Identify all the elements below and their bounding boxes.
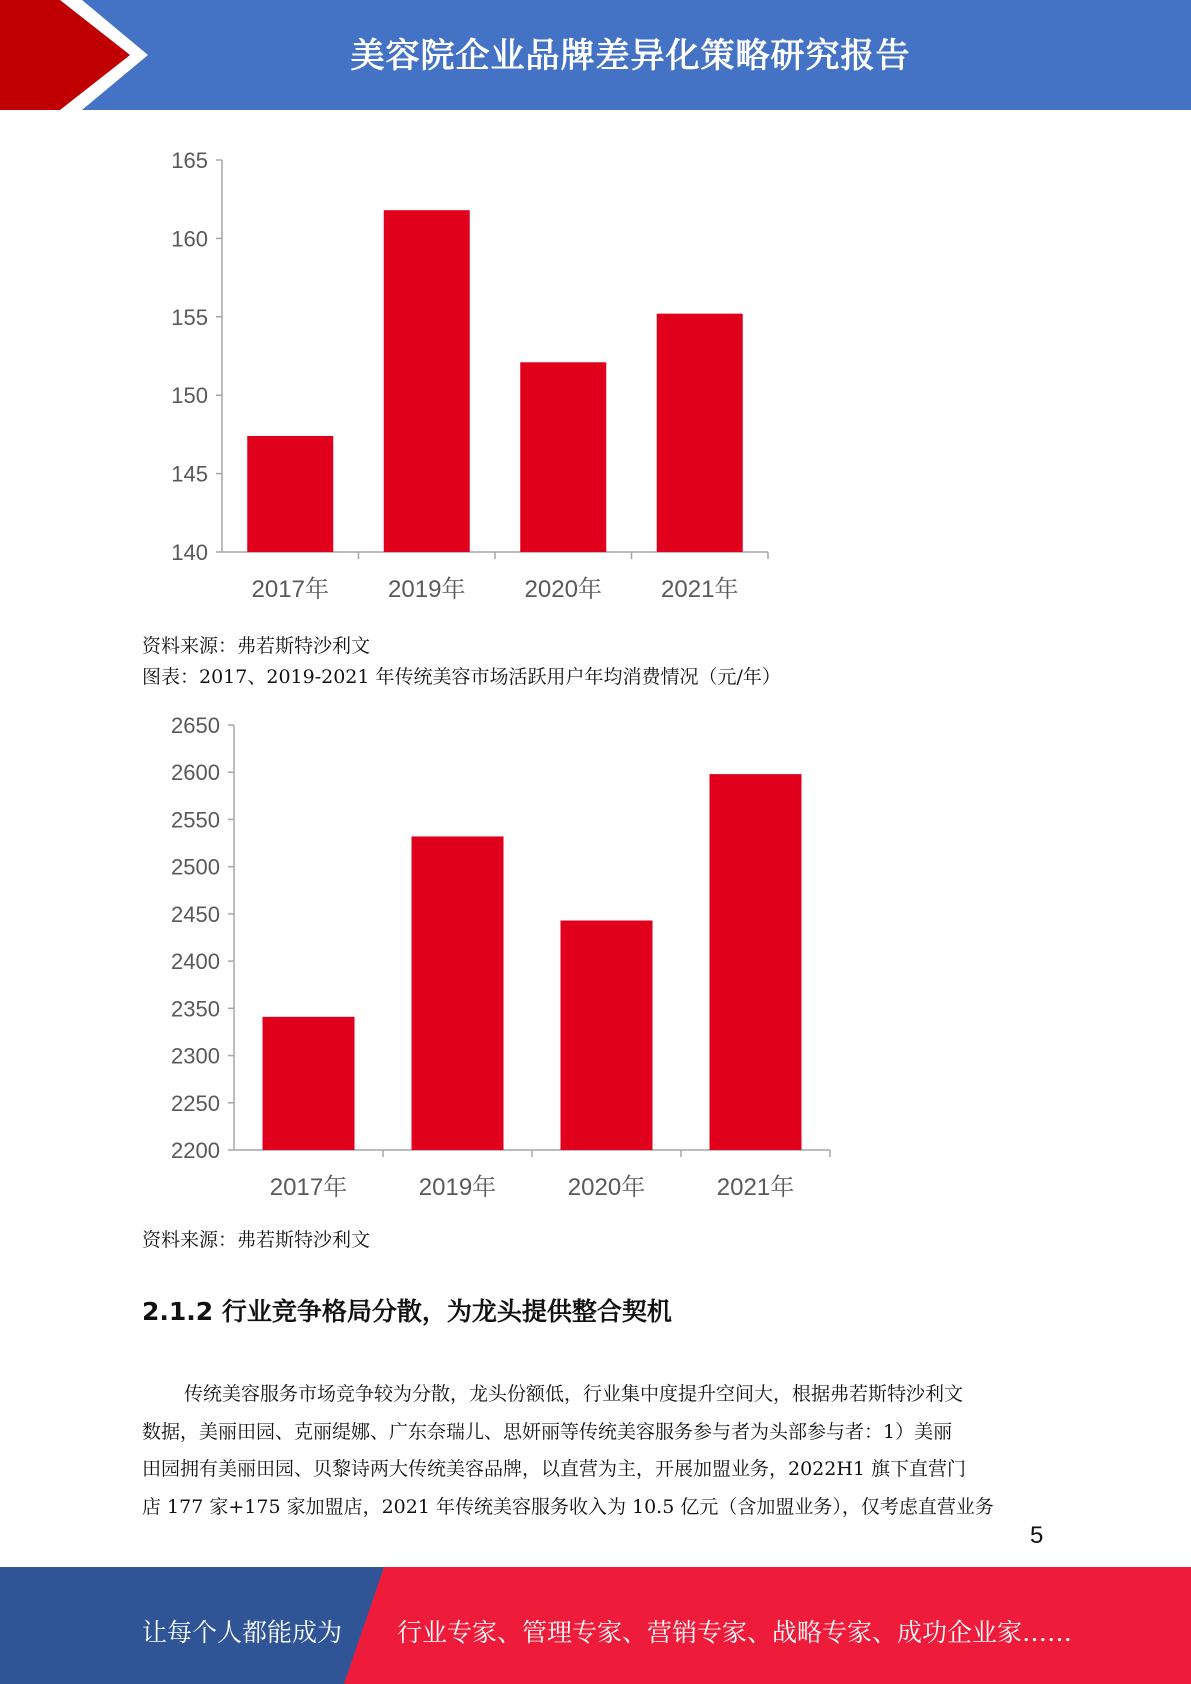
x-tick-label: 2020年 bbox=[567, 1174, 646, 1201]
y-tick-label: 2400 bbox=[171, 949, 220, 975]
y-tick-label: 150 bbox=[171, 383, 208, 409]
section-heading: 2.1.2 行业竞争格局分散，为龙头提供整合契机 bbox=[142, 1297, 672, 1326]
y-tick-label: 2350 bbox=[171, 996, 220, 1022]
body-line: 田园拥有美丽田园、贝黎诗两大传统美容品牌，以直营为主，开展加盟业务，2022H1 旗下直营门 bbox=[142, 1458, 967, 1480]
bar-2020年 bbox=[561, 921, 653, 1151]
source-caption-1: 资料来源：弗若斯特沙利文 bbox=[142, 635, 371, 657]
y-tick-label: 2250 bbox=[171, 1090, 220, 1116]
y-tick-label: 2500 bbox=[171, 854, 220, 880]
body-line: 店 177 家+175 家加盟店，2021 年传统美容服务收入为 10.5 亿元（含加盟业务），仅考虑直营业务 bbox=[142, 1495, 994, 1518]
bar-2017年 bbox=[263, 1017, 355, 1150]
page-number: 5 bbox=[1030, 1522, 1044, 1549]
y-tick-label: 2600 bbox=[171, 760, 220, 786]
x-tick-label: 2017年 bbox=[269, 1174, 348, 1201]
source-caption-2: 资料来源：弗若斯特沙利文 bbox=[142, 1229, 371, 1251]
bar-2021年 bbox=[710, 774, 802, 1150]
x-tick-label: 2021年 bbox=[716, 1174, 795, 1201]
x-tick-label: 2021年 bbox=[661, 576, 739, 603]
page-header bbox=[0, 0, 1191, 110]
bar-2019年 bbox=[384, 210, 470, 552]
bar-2017年 bbox=[247, 436, 333, 552]
y-tick-label: 145 bbox=[171, 461, 208, 487]
x-tick-label: 2019年 bbox=[418, 1174, 497, 1201]
y-tick-label: 155 bbox=[171, 304, 208, 330]
page-footer bbox=[0, 1567, 1191, 1684]
bar-2021年 bbox=[657, 314, 743, 552]
body-line: 传统美容服务市场竞争较为分散，龙头份额低，行业集中度提升空间大，根据弗若斯特沙利文 bbox=[184, 1383, 964, 1405]
body-line: 数据，美丽田园、克丽缇娜、广东奈瑞儿、思妍丽等传统美容服务参与者为头部参与者：1）美丽 bbox=[142, 1420, 953, 1443]
bar-chart-2 bbox=[130, 705, 850, 1215]
body-paragraph bbox=[142, 1376, 1048, 1526]
header-title: 美容院企业品牌差异化策略研究报告 bbox=[350, 36, 911, 76]
chart-2-title: 图表：2017、2019-2021 年传统美容市场活跃用户年均消费情况（元/年） bbox=[142, 666, 781, 688]
x-tick-label: 2019年 bbox=[388, 576, 466, 603]
y-tick-label: 165 bbox=[171, 148, 208, 173]
y-tick-label: 160 bbox=[171, 226, 208, 252]
x-tick-label: 2017年 bbox=[251, 576, 329, 603]
bar-2020年 bbox=[520, 362, 606, 552]
x-tick-label: 2020年 bbox=[524, 576, 602, 603]
footer-slogan-right: 行业专家、管理专家、营销专家、战略专家、成功企业家…… bbox=[397, 1618, 1073, 1647]
y-tick-label: 2650 bbox=[171, 713, 220, 738]
footer-slogan-left: 让每个人都能成为 bbox=[142, 1618, 343, 1647]
bar-2019年 bbox=[412, 836, 504, 1150]
y-tick-label: 2300 bbox=[171, 1043, 220, 1069]
y-tick-label: 140 bbox=[171, 540, 208, 565]
y-tick-label: 2200 bbox=[171, 1138, 220, 1163]
y-tick-label: 2450 bbox=[171, 901, 220, 927]
bar-chart-1 bbox=[130, 140, 790, 620]
y-tick-label: 2550 bbox=[171, 807, 220, 833]
